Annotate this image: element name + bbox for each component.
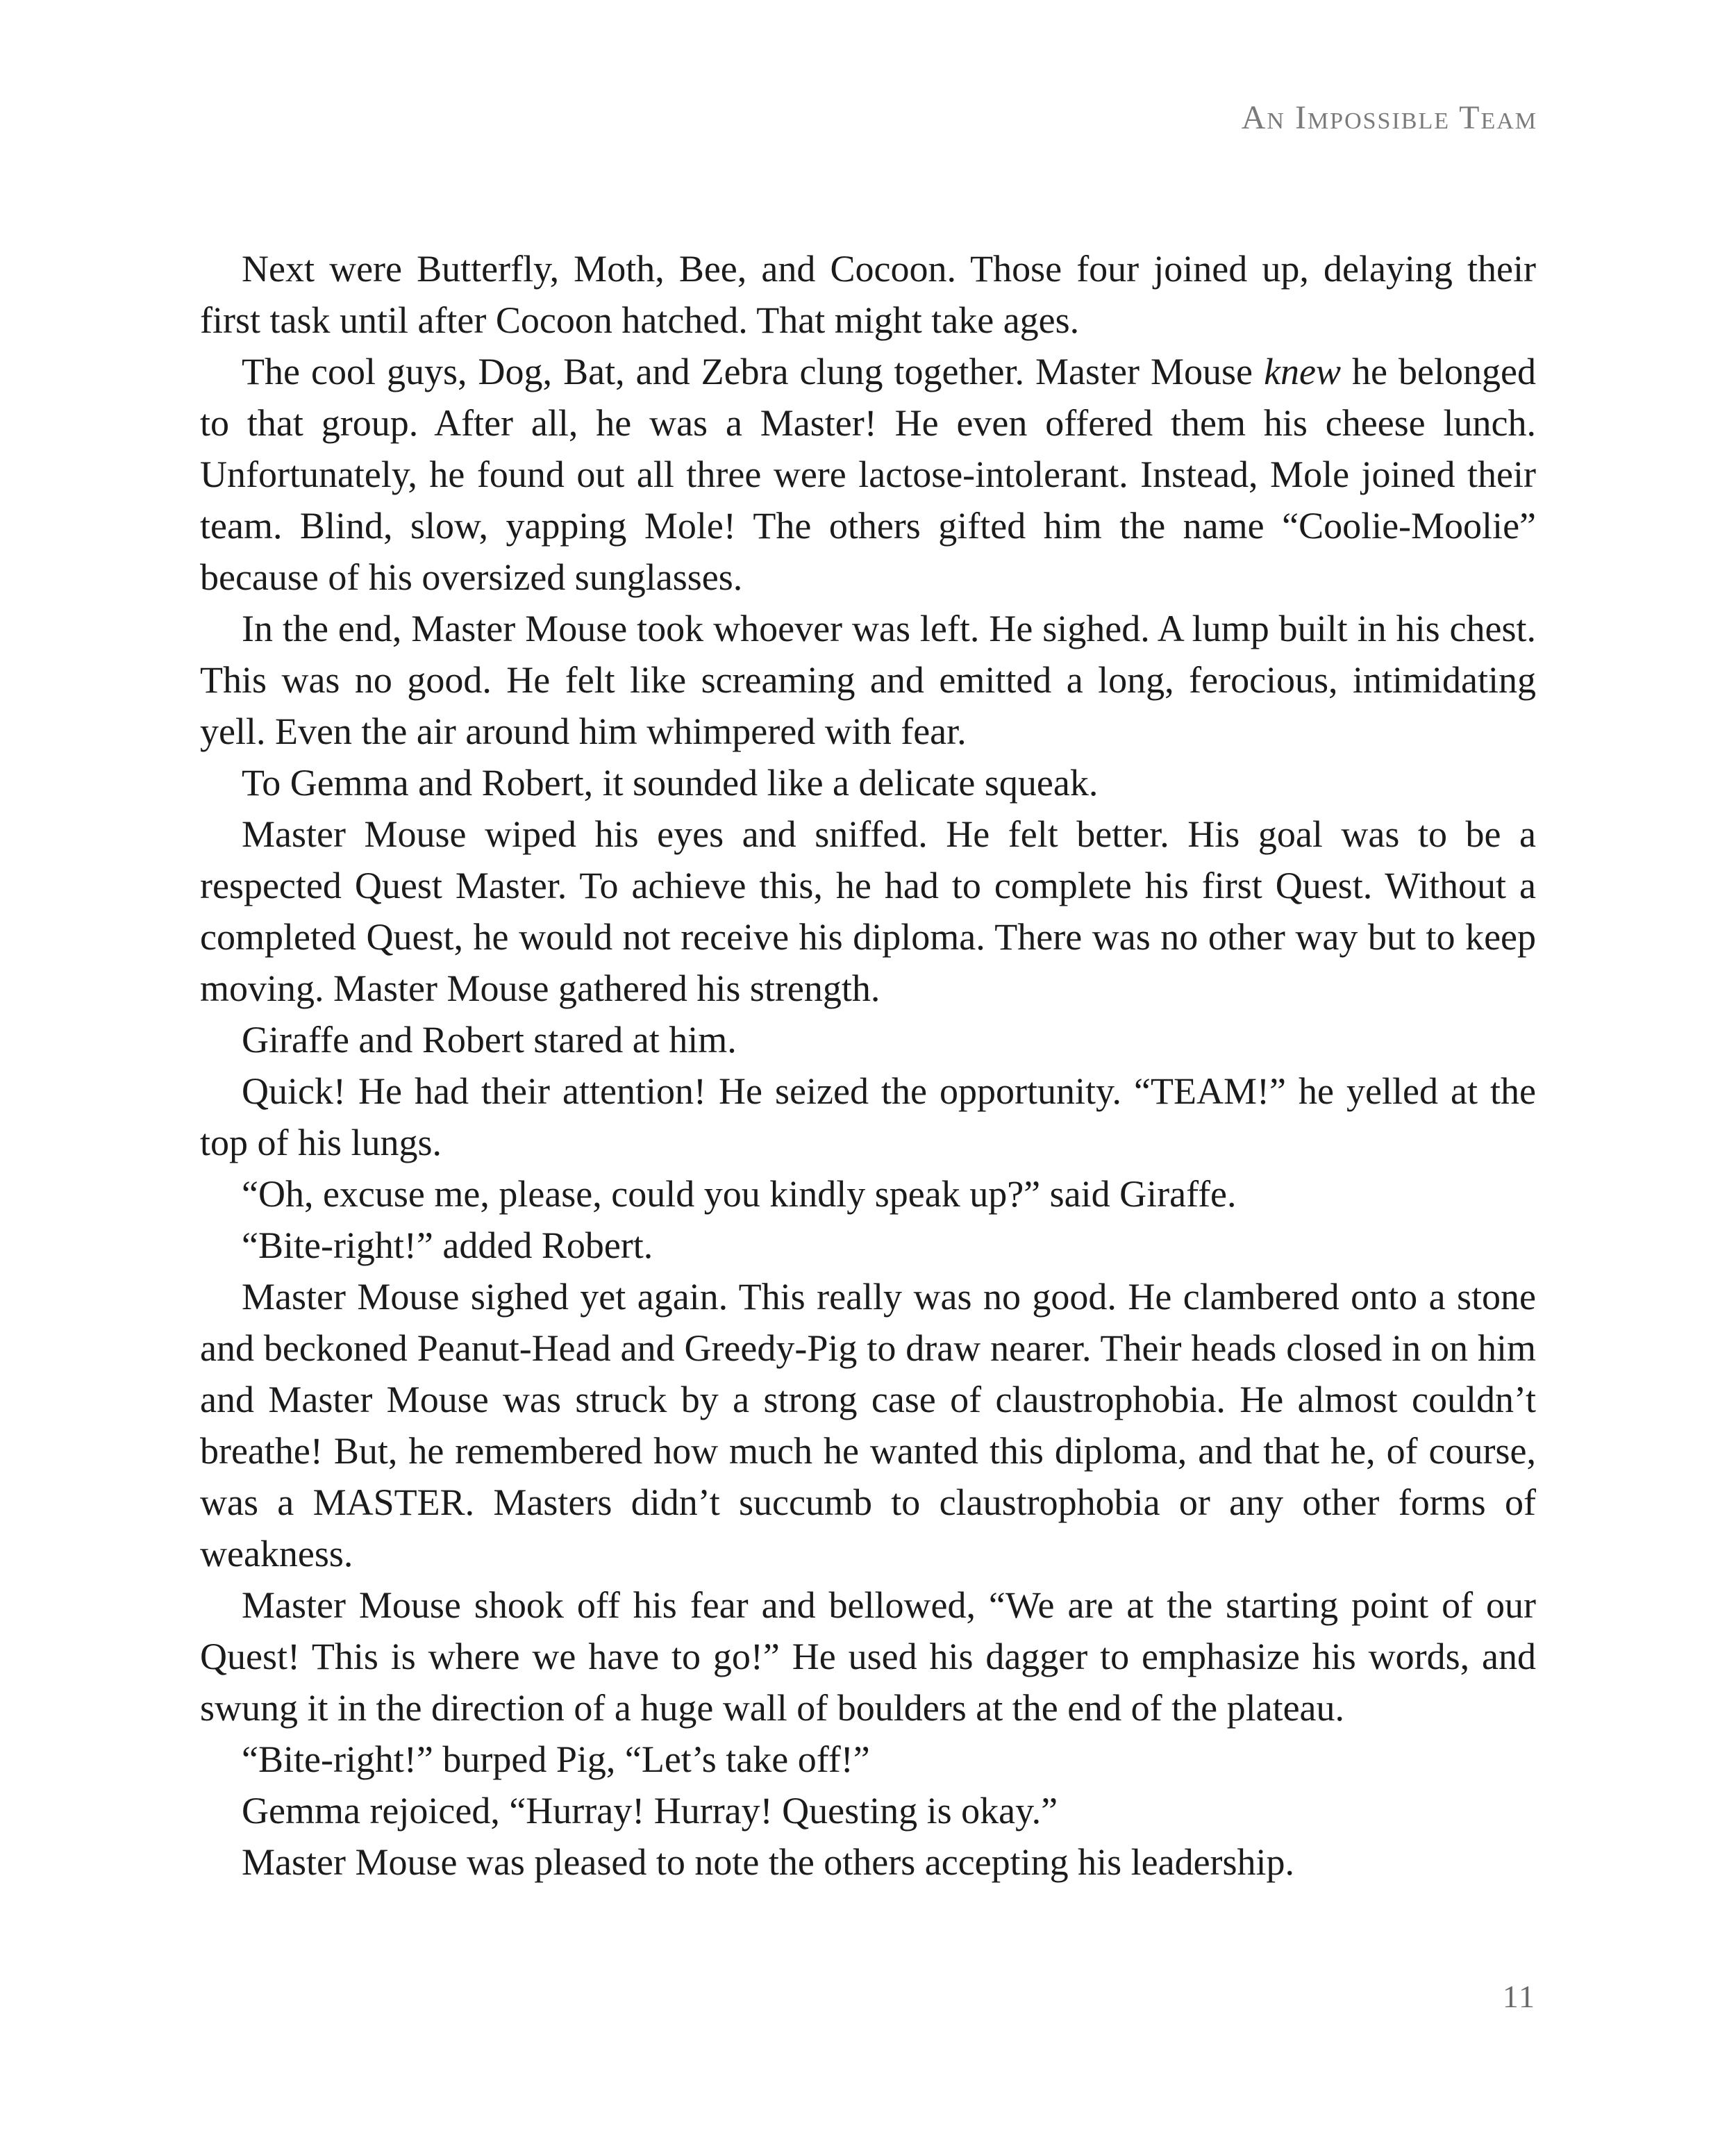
paragraph: “Bite-right!” added Robert.	[242, 1224, 653, 1266]
paragraph: “Bite-right!” burped Pig, “Let’s take off!”	[242, 1738, 870, 1780]
paragraph: Next were Butterfly, Moth, Bee, and Cocoon. Those four joined up, delaying their first task until after Cocoon hatched. That might take ages.	[200, 248, 1536, 341]
paragraph: “Oh, excuse me, please, could you kindly speak up?” said Giraffe.	[242, 1173, 1237, 1215]
paragraph: Master Mouse wiped his eyes and sniffed. He felt better. His goal was to be a respected Quest Master. To achieve this, he had to complete his first Quest. Without a completed Quest, he would not receive his diploma. There was no other way but to keep moving. Master Mouse gathered his strength.	[200, 813, 1536, 1009]
paragraph: To Gemma and Robert, it sounded like a delicate squeak.	[242, 762, 1099, 804]
page-number: 11	[1502, 1979, 1536, 2014]
paragraph: Master Mouse was pleased to note the others accepting his leadership.	[242, 1841, 1295, 1883]
emphasis-text: knew	[1264, 351, 1342, 392]
paragraph-text: he belonged to that group. After all, he was a Master! He even offered them his cheese lunch. Unfortunately, he found out all three were lactose-intolerant. Instead, Mole joined their team. Blind, slow, yapping Mole! The others gifted him the name “Coolie-Moolie” because of his oversized sunglasses.	[200, 351, 1536, 598]
paragraph: Gemma rejoiced, “Hurray! Hurray! Questing is okay.”	[242, 1790, 1058, 1832]
page-body	[200, 243, 1536, 1888]
running-header: An Impossible Team	[1241, 99, 1537, 136]
paragraph: In the end, Master Mouse took whoever was left. He sighed. A lump built in his chest. This was no good. He felt like screaming and emitted a long, ferocious, intimidating yell. Even the air around him whimpered with fear.	[200, 608, 1536, 752]
paragraph: Giraffe and Robert stared at him.	[242, 1019, 737, 1061]
paragraph	[200, 346, 1536, 603]
paragraph: Quick! He had their attention! He seized the opportunity. “TEAM!” he yelled at the top of his lungs.	[200, 1070, 1536, 1163]
paragraph: Master Mouse sighed yet again. This really was no good. He clambered onto a stone and beckoned Peanut-Head and Greedy-Pig to draw nearer. Their heads closed in on him and Master Mouse was struck by a strong case of claustrophobia. He almost couldn’t breathe! But, he remembered how much he wanted this diploma, and that he, of course, was a MASTER. Masters didn’t succumb to claustrophobia or any other forms of weakness.	[200, 1276, 1536, 1575]
paragraph-text: The cool guys, Dog, Bat, and Zebra clung together. Master Mouse	[242, 351, 1265, 392]
paragraph: Master Mouse shook off his fear and bellowed, “We are at the starting point of our Quest! This is where we have to go!” He used his dagger to emphasize his words, and swung it in the direction of a huge wall of boulders at the end of the plateau.	[200, 1584, 1536, 1729]
